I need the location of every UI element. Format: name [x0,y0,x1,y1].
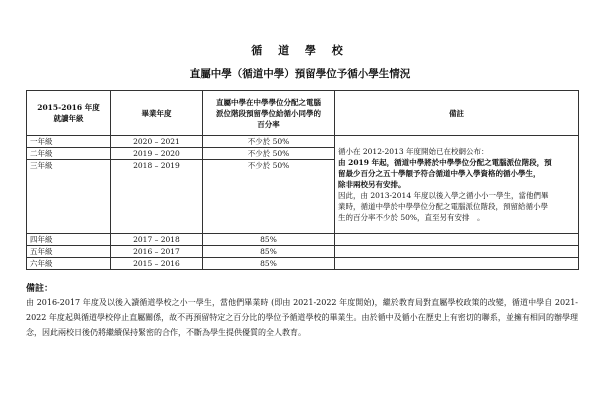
grad-year-cell: 2018 – 2019 [111,160,203,234]
school-name: 循 道 學 校 [251,44,349,57]
table-row [27,246,579,258]
grade-cell: 一年級 [27,136,111,148]
document-title: 直屬中學（循道中學）預留學位予循小學生情況 [189,68,411,80]
remark-line: 業時，循道中學於中學學位分配之電腦派位階段，預留給循小學 [338,202,548,211]
remarks-cell [335,136,579,234]
table-row [27,136,579,148]
grad-year-cell: 2016 – 2017 [111,246,203,258]
percentage-cell: 不少於 50% [203,136,335,148]
table-row [27,258,579,270]
remark-line: 除非兩校另有安排。 [338,180,406,189]
grade-cell: 四年級 [27,234,111,246]
grade-cell: 三年級 [27,160,111,234]
grad-year-cell: 2015 – 2016 [111,258,203,270]
header-percentage: 直屬中學在中學學位分配之電腦 派位階段預留學位給循小同學的 百分率 [203,91,335,136]
placement-table [26,90,579,270]
grade-cell: 六年級 [27,258,111,270]
grade-cell: 五年級 [27,246,111,258]
header-grad-year: 畢業年度 [111,91,203,136]
grad-year-cell: 2019 – 2020 [111,148,203,160]
remark-line: 生的百分率不少於 50%，直至另有安排 。 [338,213,485,222]
remarks-empty-cell [335,258,579,270]
percentage-cell: 不少於 50% [203,160,335,234]
table-header-row [27,91,579,136]
grad-year-cell: 2020 – 2021 [111,136,203,148]
notes-heading: 備註： [26,284,54,294]
remark-line: 留最少百分之五十學額予符合循道中學入學資格的循小學生， [338,169,541,178]
percentage-cell: 不少於 50% [203,148,335,160]
header-remarks: 備註 [335,91,579,136]
percentage-cell: 85% [203,234,335,246]
grade-cell: 二年級 [27,148,111,160]
grad-year-cell: 2017 – 2018 [111,234,203,246]
remark-line: 循小在 2012-2013 年度開始已在校網公布： [338,147,489,156]
percentage-cell: 85% [203,246,335,258]
notes-body: 由 2016-2017 年度及以後入讀循道學校之小一學生，當他們畢業時 (即由 2021-2022 年度開始)，繼於教育局對直屬學校政策的改變，循道中學自 2021-2022 年度起與循道學校停止直屬關係，故不再預留特定之百分比的學位予循道學校的畢業生。由於循中及循小在歷史上有密切的聯系，並擁有相同的辦學理念，因此兩校日後仍將繼續保持緊密的合作，不斷為學生提供優質的全人教育。 [26,298,578,337]
header-year: 2015-2016 年度 就讀年級 [27,91,111,136]
remark-line: 因此，由 2013-2014 年度以後入學之循小小一學生，當他們畢 [338,191,549,200]
remarks-empty-cell [335,246,579,258]
remarks-empty-cell [335,234,579,246]
table-row [27,234,579,246]
percentage-cell: 85% [203,258,335,270]
remark-line: 由 2019 年起，循道中學將於中學學位分配之電腦派位階段，預 [338,158,552,167]
